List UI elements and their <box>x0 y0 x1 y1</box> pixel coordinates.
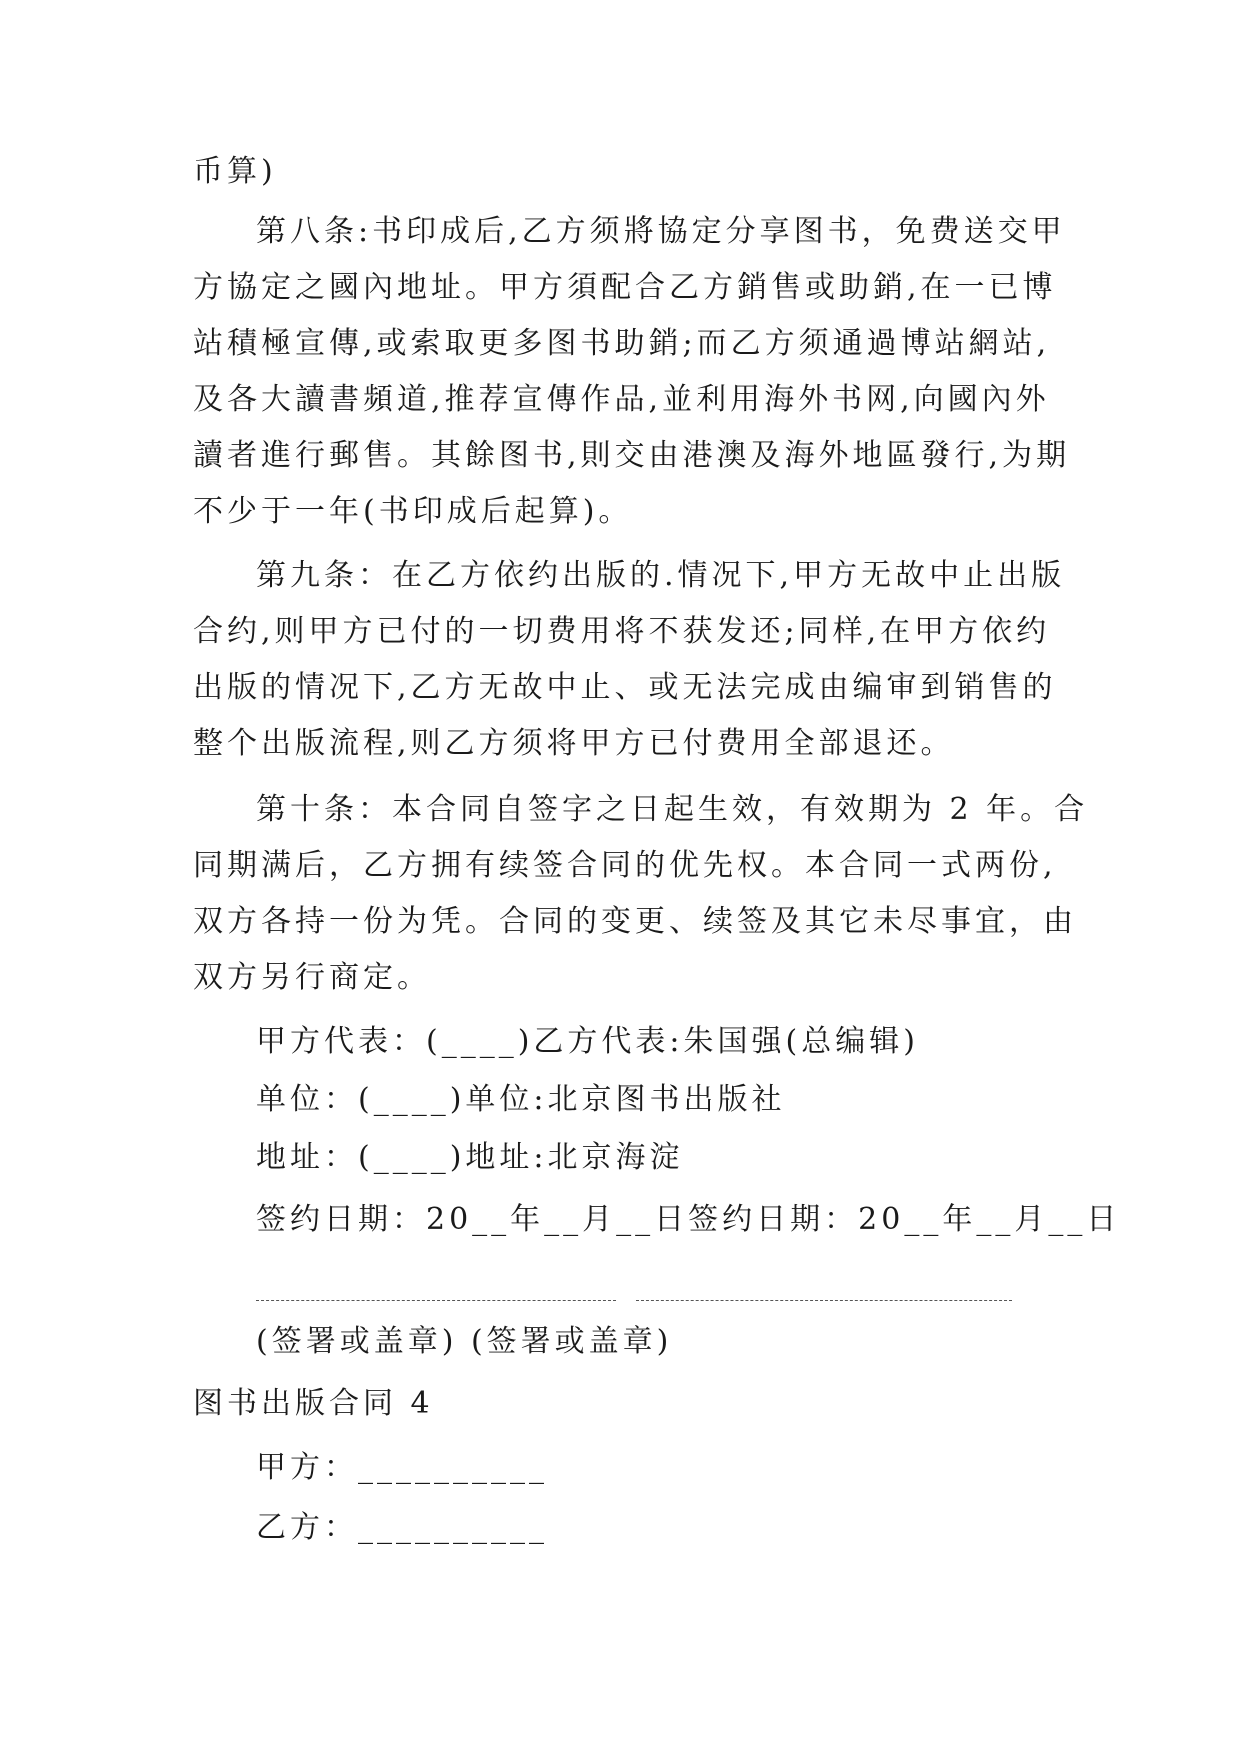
article-10-line-2: 同期满后，乙方拥有续签合同的优先权。本合同一式两份, <box>193 848 1057 883</box>
article-8-line-1: 第八条:书印成后,乙方须將協定分享图书，免费送交甲 <box>256 214 1066 249</box>
article-9-line-4: 整个出版流程,则乙方须将甲方已付费用全部退还。 <box>193 726 955 761</box>
article-10-line-3: 双方各持一份为凭。合同的变更、续签及其它未尽事宜，由 <box>193 904 1077 939</box>
article-9-line-1: 第九条：在乙方依约出版的.情况下,甲方无故中止出版 <box>256 558 1066 593</box>
article-8-line-4: 及各大讀書頻道,推荐宣傳作品,並利用海外书网,向國內外 <box>193 382 1050 417</box>
representative-line: 甲方代表：(____)乙方代表:朱国强(总编辑) <box>256 1024 919 1059</box>
article-9-line-3: 出版的情况下,乙方无故中止、或无法完成由编审到销售的 <box>193 670 1057 705</box>
article-8-line-2: 方協定之國內地址。甲方須配合乙方銷售或助銷,在一已博 <box>193 270 1057 305</box>
article-8-line-6: 不少于一年(书印成后起算)。 <box>193 494 633 529</box>
party-b-line: 乙方：__________ <box>256 1510 548 1545</box>
signature-rule-left <box>256 1300 616 1301</box>
contract-heading: 图书出版合同 4 <box>193 1386 434 1421</box>
party-a-line: 甲方：__________ <box>256 1450 548 1485</box>
signature-caption: (签署或盖章) (签署或盖章) <box>256 1324 673 1359</box>
article-9-line-2: 合约,则甲方已付的一切费用将不获发还;同样,在甲方依约 <box>193 614 1051 649</box>
article-10-line-4: 双方另行商定。 <box>193 960 431 995</box>
address-line: 地址：(____)地址:北京海淀 <box>256 1140 684 1175</box>
sign-date-line: 签约日期：20__年__月__日签约日期：20__年__月__日 <box>256 1202 1121 1237</box>
signature-rule-right <box>636 1300 1012 1301</box>
article-8-line-3: 站積極宣傳,或索取更多图书助銷;而乙方须通過博站網站, <box>193 326 1051 361</box>
text-line-1: 币算) <box>193 154 277 189</box>
article-8-line-5: 讀者進行郵售。其餘图书,則交由港澳及海外地區發行,为期 <box>193 438 1071 473</box>
article-10-line-1: 第十条：本合同自签字之日起生效，有效期为 2 年。合 <box>256 792 1089 827</box>
unit-line: 单位：(____)单位:北京图书出版社 <box>256 1082 786 1117</box>
